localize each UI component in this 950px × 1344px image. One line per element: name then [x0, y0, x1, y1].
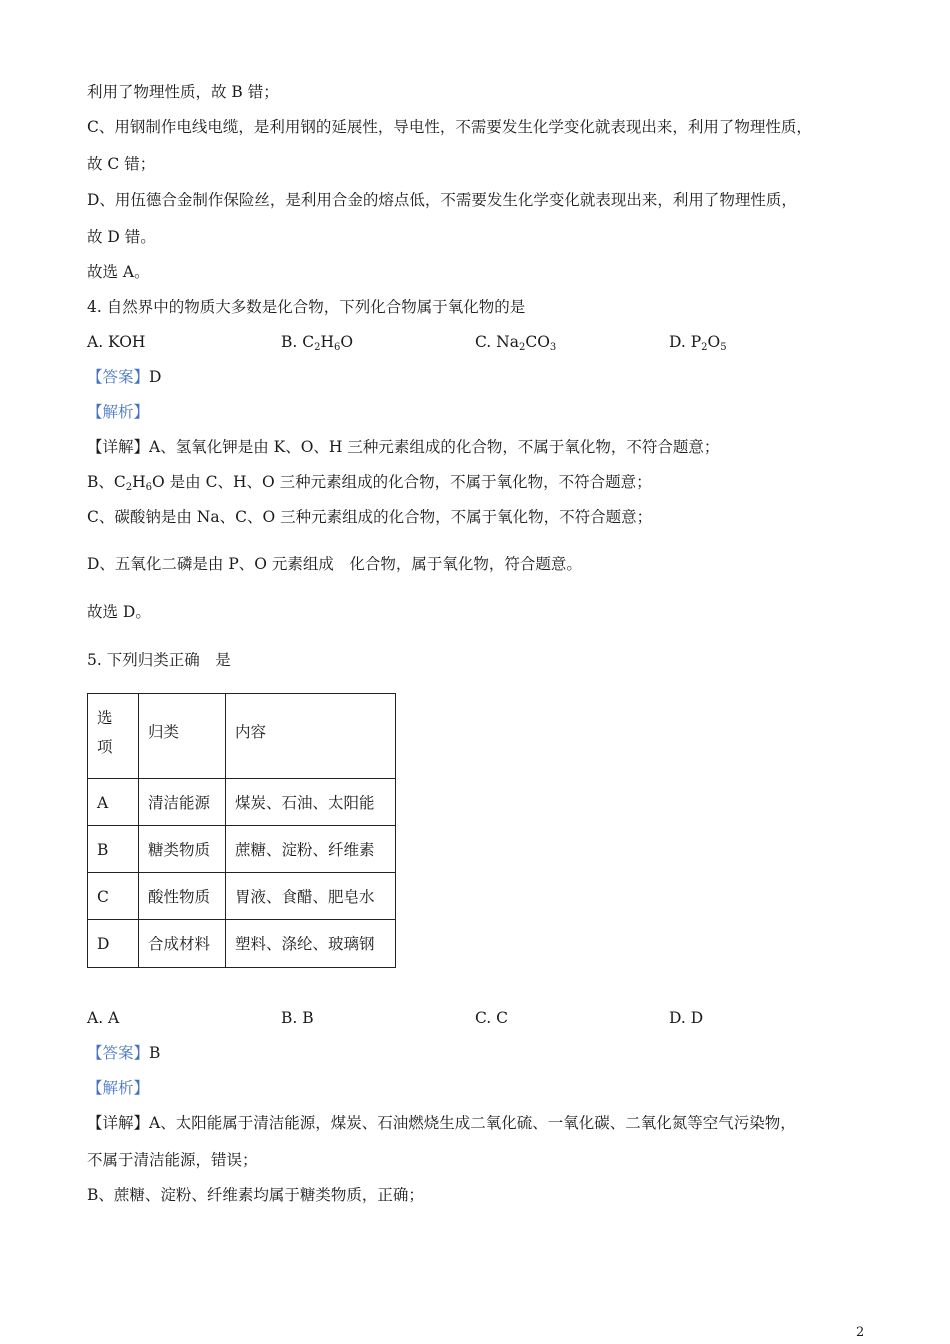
text-line: 故选 A。	[87, 263, 150, 281]
table-header-cell: 内容	[226, 694, 396, 779]
q5-analysis-tag: 【解析】	[87, 1079, 150, 1097]
table-row	[88, 826, 396, 873]
table-header-cell: 选项	[88, 694, 139, 779]
table-row	[88, 920, 396, 968]
q4-option-d: D. $P_2O_5$	[669, 333, 727, 353]
table-header-cell: 归类	[139, 694, 226, 779]
text-line: 故 C 错；	[87, 155, 156, 173]
classification-table	[87, 693, 396, 968]
table-cell: 糖类物质	[139, 826, 226, 873]
q5-option-d: D. D	[669, 1009, 704, 1027]
q5-detail-1: 【详解】A、太阳能属于清洁能源，煤炭、石油燃烧生成二氧化硫、一氧化碳、二氧化氮等空气污染物，	[87, 1114, 796, 1132]
q5-option-a: A. A	[87, 1009, 120, 1027]
q4-analysis-tag: 【解析】	[87, 403, 150, 421]
table-cell: B	[88, 826, 139, 873]
q5-detail-1-cont: 不属于清洁能源，错误；	[87, 1151, 258, 1169]
q4-detail-1: 【详解】A、氢氧化钾是由 K、O、H 三种元素组成的化合物，不属于氧化物，不符合题意；	[87, 438, 720, 456]
q5-option-c: C. C	[475, 1009, 509, 1027]
answer-tag: 【答案】	[87, 368, 150, 386]
question-5-stem: 5. 下列归类正确 是	[87, 651, 231, 669]
table-cell: 煤炭、石油、太阳能	[226, 779, 396, 826]
q4-option-c: C. $Na_2CO_3$	[475, 333, 557, 353]
question-4-stem: 4. 自然界中的物质大多数是化合物，下列化合物属于氧化物的是	[87, 298, 526, 316]
answer-tag: 【答案】	[87, 1044, 150, 1062]
q4-detail-3: C、碳酸钠是由 Na、C、O 三种元素组成的化合物，不属于氧化物，不符合题意；	[87, 508, 653, 526]
q5-answer: 【答案】B	[87, 1044, 161, 1062]
q4-option-b: B. $C_2H_6O$	[281, 333, 354, 353]
table-cell: A	[88, 779, 139, 826]
text-line: D、用伍德合金制作保险丝，是利用合金的熔点低，不需要发生化学变化就表现出来，利用了物理性质，	[87, 191, 797, 209]
table-cell: 清洁能源	[139, 779, 226, 826]
table-cell: 蔗糖、淀粉、纤维素	[226, 826, 396, 873]
table-header-row	[88, 694, 396, 779]
q4-option-a: A. KOH	[87, 333, 146, 351]
detail-tag: 【详解】	[87, 438, 150, 456]
q4-conclusion: 故选 D。	[87, 603, 151, 621]
table-row	[88, 873, 396, 920]
q4-answer: 【答案】D	[87, 368, 162, 386]
table-cell: C	[88, 873, 139, 920]
q5-detail-2: B、蔗糖、淀粉、纤维素均属于糖类物质，正确；	[87, 1186, 424, 1204]
text-line: 利用了物理性质，故 B 错；	[87, 83, 279, 101]
detail-tag: 【详解】	[87, 1114, 150, 1132]
text-line: C、用钢制作电线电缆，是利用钢的延展性，导电性，不需要发生化学变化就表现出来，利用了物理性质，	[87, 118, 812, 136]
page-number: 2	[856, 1325, 865, 1340]
table-cell: 酸性物质	[139, 873, 226, 920]
table-cell: 胃液、食醋、肥皂水	[226, 873, 396, 920]
table-cell: 塑料、涤纶、玻璃钢	[226, 920, 396, 968]
q4-detail-2: B、$C_2H_6O$ 是由 C、H、O 三种元素组成的化合物，不属于氧化物，不符合题意；	[87, 473, 652, 493]
table-row	[88, 779, 396, 826]
q5-option-b: B. B	[281, 1009, 314, 1027]
text-line: 故 D 错。	[87, 228, 156, 246]
q4-detail-4: D、五氧化二磷是由 P、O 元素组成 化合物，属于氧化物，符合题意。	[87, 555, 582, 573]
table-cell: D	[88, 920, 139, 968]
table-cell: 合成材料	[139, 920, 226, 968]
